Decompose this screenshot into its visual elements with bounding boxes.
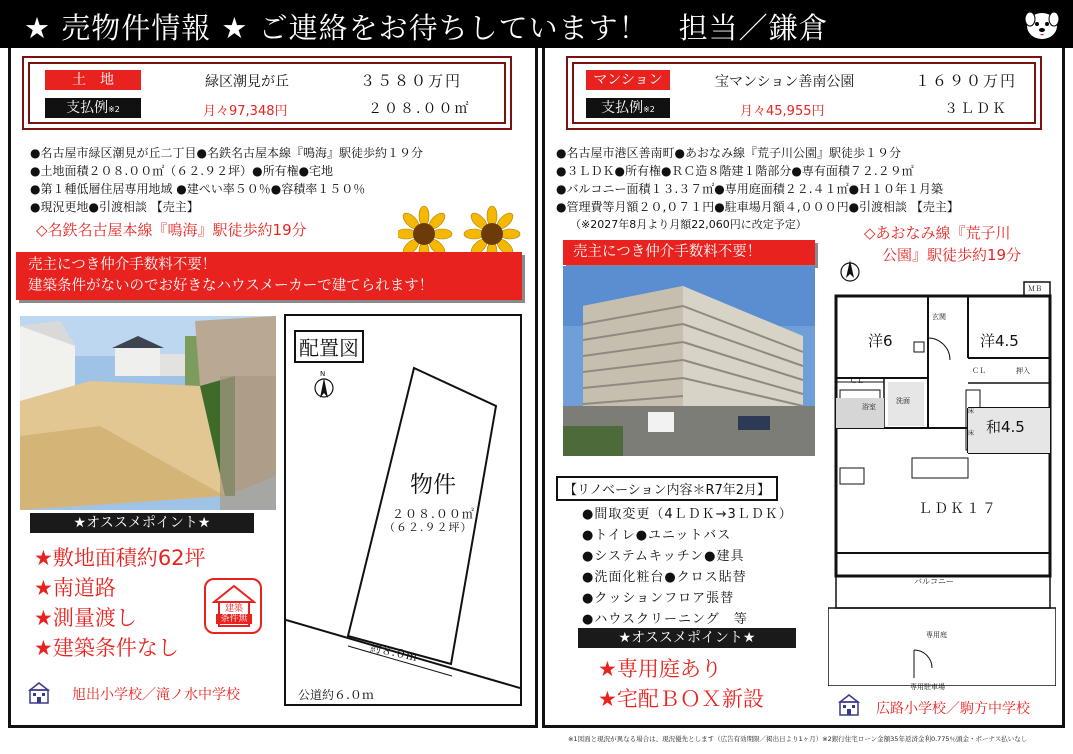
land-access: ◇名鉄名古屋本線『鳴海』駅徒歩約19分 xyxy=(36,221,307,239)
land-points xyxy=(34,543,206,663)
land-monthly: 月々97,348円 xyxy=(203,104,288,119)
mansion-monthly: 月々45,955円 xyxy=(740,104,825,119)
room-label: 床 xyxy=(968,430,975,437)
room-label: 玄関 xyxy=(932,313,946,321)
list-item: ●現況更地●引渡相談 【売主】 xyxy=(30,200,199,214)
dog-mascot-icon xyxy=(1022,6,1062,42)
mansion-schools: 広路小学校／駒方中学校 xyxy=(876,701,1030,717)
list-item: ★敷地面積約62坪 xyxy=(34,546,206,570)
header-banner xyxy=(0,0,1073,48)
list-item: ●第１種低層住居専用地域 ●建ぺい率５０％●容積率１５０％ xyxy=(30,182,366,196)
room-label: 専用庭 xyxy=(926,631,947,639)
room-label: 洗面 xyxy=(896,397,910,405)
mansion-photo xyxy=(563,266,815,456)
school-icon xyxy=(838,694,860,716)
no-building-condition-stamp: 建築 条件無 xyxy=(204,578,262,634)
list-item: ●ハウスクリーニング 等 xyxy=(582,612,748,627)
land-payment-tag: 支払例※2 xyxy=(45,98,141,118)
mansion-points xyxy=(598,654,764,714)
room-label: バルコニー xyxy=(914,577,954,586)
room-label: 洋4.5 xyxy=(980,332,1019,350)
list-item: ●洗面化粧台●クロス貼替 xyxy=(582,570,747,585)
land-area: ２０８.００㎡ xyxy=(368,101,471,117)
footnote: ※1図面と現況が異なる場合は、現況優先とします（広告有効期限／掲出日より1ヶ月）※2銀行住宅ローン金額35年返済金利0.775％頭金・ボーナス払いなし xyxy=(568,735,1028,743)
room-label: ＣＬ xyxy=(972,367,986,375)
list-item: ●名古屋市港区善南町●あおなみ線『荒子川公園』駅徒歩１９分 xyxy=(556,146,901,160)
list-item: ★南道路 xyxy=(34,576,116,600)
list-item: ●名古屋市緑区潮見が丘二丁目●名鉄名古屋本線『鳴海』駅徒歩約１９分 xyxy=(30,146,423,160)
mansion-points-title: ★オススメポイント★ xyxy=(578,628,796,648)
site-plan-road: 公道約６.０ｍ xyxy=(298,688,374,702)
renovation-list xyxy=(582,504,793,630)
land-bullets xyxy=(30,144,423,216)
list-item: ★宅配ＢＯＸ新設 xyxy=(598,687,764,711)
mansion-layout: ３ＬＤＫ xyxy=(944,101,1008,117)
room-label: 洋6 xyxy=(868,332,893,350)
land-redbar: 売主につき仲介手数料不要！ 建築条件がないのでお好きなハウスメーカーで建てられます！ xyxy=(16,252,522,300)
land-points-title: ★オススメポイント★ xyxy=(30,513,254,533)
land-photo xyxy=(20,316,276,510)
mansion-payment-tag: 支払例※2 xyxy=(586,98,670,118)
room-label: 床 xyxy=(968,408,975,415)
room-label: 押入 xyxy=(1016,367,1030,375)
room-label: 和4.5 xyxy=(986,418,1025,436)
room-label: 浴室 xyxy=(862,403,876,411)
floor-plan xyxy=(828,278,1056,691)
mansion-type-tag: マンション xyxy=(586,70,670,90)
list-item: （※2027年8月より月額22,060円に改定予定） xyxy=(570,218,807,231)
list-item: ★測量渡し xyxy=(34,606,137,630)
list-item: ●システムキッチン●建具 xyxy=(582,549,745,564)
room-label: 専用駐車場 xyxy=(910,683,945,691)
room-label: ＬＤＫ１７ xyxy=(918,501,998,517)
land-price: ３５８０万円 xyxy=(360,72,463,90)
floor-plan-drawing xyxy=(828,278,1056,686)
mansion-redbar: 売主につき仲介手数料不要！ xyxy=(563,240,815,265)
list-item: ★建築条件なし xyxy=(34,636,179,660)
renovation-title: 【リノベーション内容＊R7年2月】 xyxy=(556,476,778,501)
land-schools: 旭出小学校／滝ノ水中学校 xyxy=(72,687,240,703)
site-plan-title: 配置図 xyxy=(294,330,364,363)
list-item: ★専用庭あり xyxy=(598,657,722,681)
mansion-name: 宝マンション善南公園 xyxy=(715,74,855,90)
list-item: ●間取変更（4ＬＤＫ→3ＬＤＫ） xyxy=(582,507,793,522)
banner-title: ★ 売物件情報 ★ ご連絡をお待ちしています！ 担当／鎌倉 xyxy=(24,11,829,45)
room-label: ＭＢ xyxy=(1028,285,1042,293)
site-plan-frontage: 約８.０ｍ xyxy=(369,641,419,664)
list-item: ●トイレ●ユニットバス xyxy=(582,528,732,543)
land-type-tag: 土 地 xyxy=(45,70,141,90)
site-plan-label: 物件 xyxy=(410,472,456,498)
list-item: ●クッションフロア張替 xyxy=(582,591,735,606)
land-name: 緑区潮見が丘 xyxy=(205,74,289,90)
list-item: ●３ＬＤＫ●所有権●ＲＣ造８階建１階部分●専有面積７２.２９㎡ xyxy=(556,164,914,178)
list-item: ●バルコニー面積１３.３７㎡●専用庭面積２２.４１㎡●Ｈ１０年１月築 xyxy=(556,182,944,196)
mansion-price: １６９０万円 xyxy=(915,72,1018,90)
site-plan-area: ２０８.００㎡ xyxy=(392,507,475,521)
north-arrow-icon xyxy=(315,378,333,398)
mansion-bullets xyxy=(556,144,959,234)
room-label: ＣＬ xyxy=(850,377,864,385)
mansion-access: ◇あおなみ線『荒子川 公園』駅徒歩約19分 xyxy=(864,224,1022,264)
north-label: N xyxy=(320,370,326,378)
site-plan xyxy=(284,314,522,706)
list-item: ●管理費等月額２０,０７１円●駐車場月額４,０００円●引渡相談 【売主】 xyxy=(556,200,959,214)
site-plan-tsubo: （６２.９２坪） xyxy=(384,521,473,534)
list-item: ●土地面積２０８.００㎡（６２.９２坪）●所有権●宅地 xyxy=(30,164,334,178)
school-icon xyxy=(28,682,50,704)
